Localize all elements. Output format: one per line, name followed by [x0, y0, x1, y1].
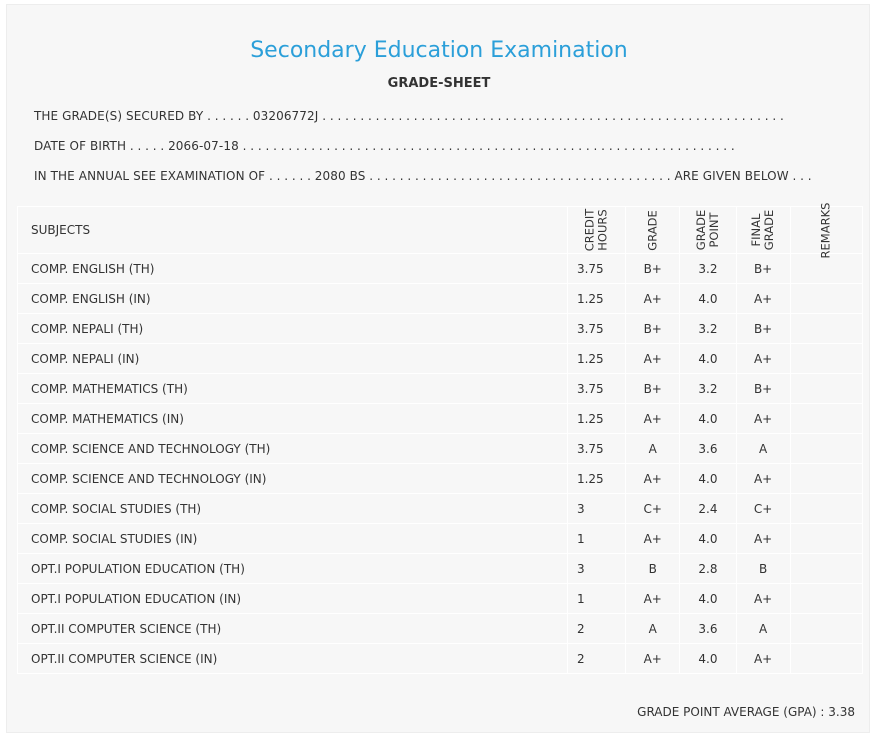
column-header-credit-hours — [567, 207, 625, 254]
table-row — [18, 554, 863, 584]
subject-cell: COMP. MATHEMATICS (TH) — [18, 374, 568, 404]
grade-point-cell: 3.2 — [680, 254, 736, 284]
table-row — [18, 524, 863, 554]
grade-cell: A+ — [626, 464, 680, 494]
final-grade-cell: A+ — [736, 644, 790, 674]
final-grade-cell: A+ — [736, 524, 790, 554]
table-row — [18, 314, 863, 344]
grade-point-cell: 4.0 — [680, 404, 736, 434]
table-row — [18, 614, 863, 644]
remarks-cell — [790, 284, 862, 314]
final-grade-cell: A — [736, 614, 790, 644]
final-grade-cell: A — [736, 434, 790, 464]
table-row — [18, 464, 863, 494]
table-header-row — [18, 207, 863, 254]
final-grade-cell: A+ — [736, 464, 790, 494]
grade-cell: A+ — [626, 344, 680, 374]
info-secured-by: THE GRADE(S) SECURED BY . . . . . . 03206772J . . . . . . . . . . . . . . . . . . . . . . . . . . . . . . . . . . . . . . . . . . . . . . . . . . . . . . . . . . . . . — [34, 109, 784, 123]
grade-point-cell: 4.0 — [680, 524, 736, 554]
grade-point-cell: 4.0 — [680, 344, 736, 374]
final-grade-cell: A+ — [736, 584, 790, 614]
credit-cell: 1 — [567, 524, 625, 554]
subject-cell: COMP. NEPALI (IN) — [18, 344, 568, 374]
subject-cell: OPT.II COMPUTER SCIENCE (TH) — [18, 614, 568, 644]
exam-label: IN THE ANNUAL SEE EXAMINATION OF — [34, 169, 266, 183]
given-below: ARE GIVEN BELOW — [674, 169, 789, 183]
table-row — [18, 494, 863, 524]
grades-table-body — [18, 254, 863, 674]
page-subtitle: GRADE-SHEET — [387, 76, 491, 91]
remarks-cell — [790, 464, 862, 494]
grade-point-cell: 2.4 — [680, 494, 736, 524]
column-header-subjects: SUBJECTS — [18, 207, 568, 254]
subject-cell: OPT.I POPULATION EDUCATION (TH) — [18, 554, 568, 584]
dob-label: DATE OF BIRTH — [34, 139, 127, 153]
table-row — [18, 254, 863, 284]
exam-year: 2080 BS — [314, 169, 366, 183]
credit-cell: 3.75 — [567, 374, 625, 404]
gpa-label: GRADE POINT AVERAGE (GPA) : — [637, 705, 825, 719]
subject-cell: COMP. SCIENCE AND TECHNOLOGY (TH) — [18, 434, 568, 464]
credit-cell: 3 — [567, 554, 625, 584]
grade-point-cell: 3.2 — [680, 314, 736, 344]
symbol-number: 03206772J — [252, 109, 319, 123]
grade-point-cell: 4.0 — [680, 584, 736, 614]
grade-point-cell: 3.2 — [680, 374, 736, 404]
subject-cell: COMP. ENGLISH (IN) — [18, 284, 568, 314]
credit-cell: 1.25 — [567, 404, 625, 434]
grade-point-cell: 4.0 — [680, 464, 736, 494]
subject-cell: COMP. ENGLISH (TH) — [18, 254, 568, 284]
gpa-summary — [637, 705, 855, 719]
grade-cell: B+ — [626, 254, 680, 284]
credit-cell: 1.25 — [567, 344, 625, 374]
grade-cell: A+ — [626, 284, 680, 314]
grade-cell: A+ — [626, 404, 680, 434]
credit-cell: 2 — [567, 614, 625, 644]
final-grade-cell: C+ — [736, 494, 790, 524]
credit-cell: 3 — [567, 494, 625, 524]
credit-cell: 3.75 — [567, 254, 625, 284]
remarks-cell — [790, 584, 862, 614]
grade-point-cell: 4.0 — [680, 284, 736, 314]
table-row — [18, 584, 863, 614]
remarks-label: REMARKS — [818, 202, 833, 259]
table-row — [18, 374, 863, 404]
grade-point-cell: 3.6 — [680, 434, 736, 464]
grades-table — [17, 202, 863, 674]
final-grade-cell: A+ — [736, 284, 790, 314]
remarks-cell — [790, 344, 862, 374]
grade-cell: A — [626, 614, 680, 644]
credit-cell: 1.25 — [567, 464, 625, 494]
remarks-cell — [790, 374, 862, 404]
credit-hours-label: CREDIT HOURS — [582, 208, 610, 252]
table-row — [18, 344, 863, 374]
credit-cell: 1.25 — [567, 284, 625, 314]
credit-cell: 3.75 — [567, 314, 625, 344]
grade-sheet-panel — [6, 4, 870, 733]
info-dob: DATE OF BIRTH . . . . . 2066-07-18 . . . . . . . . . . . . . . . . . . . . . . . . . . . . . . . . . . . . . . . . . . . . . . . . . . . . . . . . . . . . . . . . . — [34, 139, 735, 153]
column-header-remarks — [790, 202, 862, 259]
subject-cell: OPT.II COMPUTER SCIENCE (IN) — [18, 644, 568, 674]
subject-cell: COMP. MATHEMATICS (IN) — [18, 404, 568, 434]
remarks-cell — [790, 644, 862, 674]
grade-label: GRADE — [645, 210, 660, 251]
grade-cell: A — [626, 434, 680, 464]
page-title: Secondary Education Examination — [250, 38, 628, 63]
grade-cell: A+ — [626, 524, 680, 554]
credit-cell: 2 — [567, 644, 625, 674]
column-header-grade — [626, 207, 680, 254]
final-grade-cell: B+ — [736, 314, 790, 344]
remarks-cell — [790, 614, 862, 644]
subject-cell: COMP. SOCIAL STUDIES (TH) — [18, 494, 568, 524]
gpa-value: 3.38 — [828, 705, 855, 719]
final-grade-cell: B+ — [736, 254, 790, 284]
grade-cell: B+ — [626, 314, 680, 344]
remarks-cell — [790, 434, 862, 464]
subject-cell: COMP. NEPALI (TH) — [18, 314, 568, 344]
grade-cell: B — [626, 554, 680, 584]
table-row — [18, 284, 863, 314]
table-row — [18, 404, 863, 434]
remarks-cell — [790, 524, 862, 554]
remarks-cell — [790, 404, 862, 434]
subject-cell: OPT.I POPULATION EDUCATION (IN) — [18, 584, 568, 614]
subject-cell: COMP. SCIENCE AND TECHNOLOGY (IN) — [18, 464, 568, 494]
grade-cell: A+ — [626, 644, 680, 674]
table-row — [18, 644, 863, 674]
final-grade-cell: B+ — [736, 374, 790, 404]
remarks-cell — [790, 554, 862, 584]
grade-point-label: GRADE POINT — [693, 209, 721, 251]
secured-by-label: THE GRADE(S) SECURED BY — [34, 109, 204, 123]
grade-cell: A+ — [626, 584, 680, 614]
info-exam: IN THE ANNUAL SEE EXAMINATION OF . . . . . . 2080 BS . . . . . . . . . . . . . . . . . . . . . . . . . . . . . . . . . . . . . . . . ARE GIVEN BELOW . . . — [34, 169, 812, 183]
grade-point-cell: 4.0 — [680, 644, 736, 674]
credit-cell: 1 — [567, 584, 625, 614]
remarks-cell — [790, 494, 862, 524]
final-grade-cell: A+ — [736, 404, 790, 434]
final-grade-cell: B — [736, 554, 790, 584]
column-header-grade-point — [680, 207, 736, 254]
column-header-final-grade — [736, 207, 790, 254]
grade-cell: B+ — [626, 374, 680, 404]
grade-point-cell: 2.8 — [680, 554, 736, 584]
final-grade-cell: A+ — [736, 344, 790, 374]
credit-cell: 3.75 — [567, 434, 625, 464]
remarks-cell — [790, 314, 862, 344]
subject-cell: COMP. SOCIAL STUDIES (IN) — [18, 524, 568, 554]
grade-cell: C+ — [626, 494, 680, 524]
final-grade-label: FINAL GRADE — [749, 209, 777, 251]
table-row — [18, 434, 863, 464]
dob-value: 2066-07-18 — [168, 139, 239, 153]
grade-point-cell: 3.6 — [680, 614, 736, 644]
